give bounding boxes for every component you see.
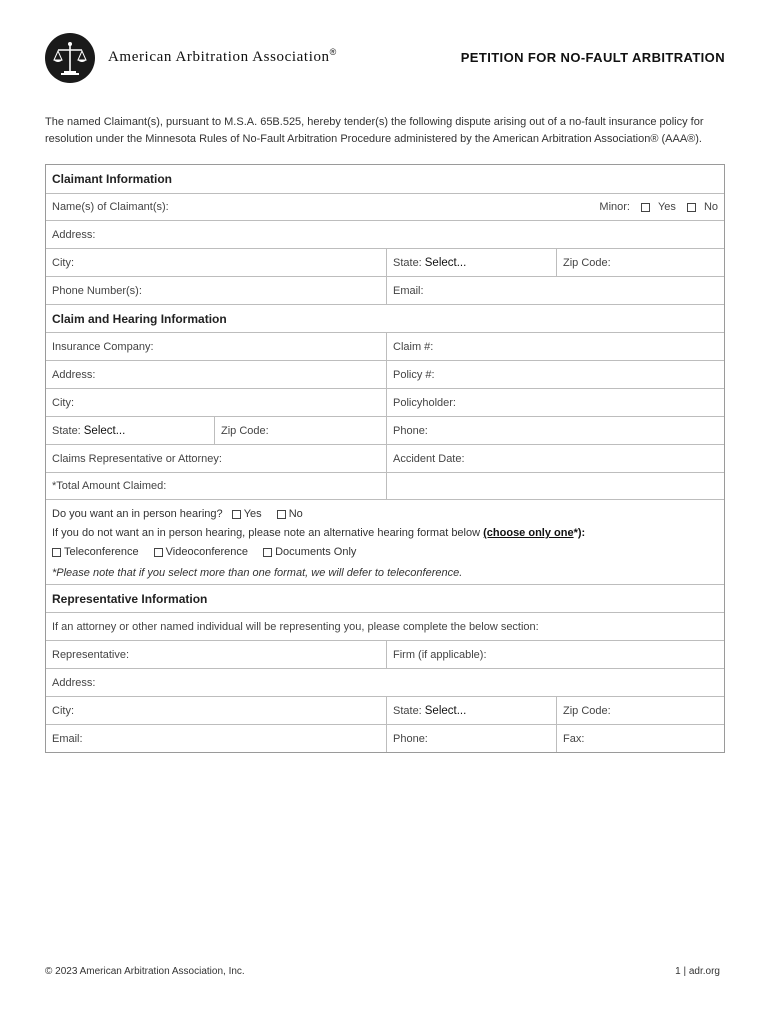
insurer-phone-field[interactable] (386, 417, 724, 444)
field-label: City: (52, 256, 74, 269)
videoconference-checkbox[interactable] (154, 548, 163, 557)
checkbox-label: Videoconference (165, 546, 249, 558)
total-amount-field[interactable] (46, 473, 386, 499)
state-select-value: Select... (424, 256, 467, 269)
field-label: Policyholder: (393, 396, 456, 409)
field-label: Insurance Company: (52, 340, 154, 353)
claimant-names-field[interactable] (46, 194, 724, 220)
field-label: Zip Code: (563, 256, 611, 269)
claims-representative-field[interactable] (46, 445, 386, 472)
insurer-zip-field[interactable] (214, 417, 386, 444)
minor-group (599, 201, 718, 213)
field-label: Policy #: (393, 368, 435, 381)
form-title: PETITION FOR NO-FAULT ARBITRATION (460, 50, 725, 65)
claimant-phone-field[interactable] (46, 277, 386, 304)
teleconference-checkbox[interactable] (52, 548, 61, 557)
field-label: Address: (52, 368, 96, 381)
in-person-question (52, 505, 718, 524)
representative-email-field[interactable] (46, 725, 386, 752)
insurer-city-field[interactable] (46, 389, 386, 416)
checkbox-label: Documents Only (275, 546, 357, 558)
field-label: Zip Code: (563, 704, 611, 717)
field-label: City: (52, 396, 74, 409)
representative-instruction: If an attorney or other named individual will be representing you, please complete the below section: (52, 620, 539, 633)
organization-name: American Arbitration Association® (108, 47, 337, 65)
checkbox-label: Yes (657, 201, 676, 213)
field-label: Zip Code: (221, 424, 269, 437)
hearing-format-block (46, 500, 724, 584)
section-heading: Representative Information (52, 591, 208, 606)
scales-of-justice-icon (45, 33, 95, 83)
field-label: State: (52, 424, 81, 437)
section-heading: Claimant Information (52, 172, 173, 186)
representative-field[interactable] (46, 641, 386, 668)
claimant-state-select[interactable] (386, 249, 556, 276)
page-number-footer: 1 | adr.org (675, 966, 720, 977)
checkbox-label: Teleconference (64, 546, 139, 558)
empty-cell (386, 473, 724, 499)
field-label: Firm (if applicable): (393, 648, 487, 661)
field-label: State: (393, 256, 422, 269)
representative-state-select[interactable] (386, 697, 556, 724)
field-label: Phone: (393, 732, 428, 745)
section-heading: Claim and Hearing Information (52, 311, 227, 326)
field-label: Phone Number(s): (52, 284, 142, 297)
field-label: Minor: (599, 201, 630, 213)
field-label: State: (393, 704, 422, 717)
representative-zip-field[interactable] (556, 697, 724, 724)
field-label: Fax: (563, 732, 585, 745)
minor-no-checkbox[interactable] (687, 203, 696, 212)
hearing-format-options (52, 543, 718, 564)
representative-address-field[interactable] (46, 669, 724, 696)
state-select-value: Select... (424, 704, 467, 717)
claimant-city-field[interactable] (46, 249, 386, 276)
checkbox-label: Yes (243, 508, 262, 520)
choose-one-end: *): (573, 527, 586, 539)
petition-form (45, 164, 725, 753)
field-label: Email: (393, 284, 424, 297)
field-label: Representative: (52, 648, 130, 661)
field-label: City: (52, 704, 74, 717)
instruction-text: If you do not want an in person hearing, please note an alternative hearing format below (52, 527, 481, 539)
claim-number-field[interactable] (386, 333, 724, 360)
claimant-zip-field[interactable] (556, 249, 724, 276)
alt-format-instruction (52, 524, 718, 543)
copyright-footer: © 2023 American Arbitration Association, Inc. (45, 966, 245, 977)
policy-number-field[interactable] (386, 361, 724, 388)
representative-city-field[interactable] (46, 697, 386, 724)
documents-only-checkbox[interactable] (263, 548, 272, 557)
checkbox-label: No (288, 508, 303, 520)
claimant-address-field[interactable] (46, 221, 724, 248)
field-label: Address: (52, 676, 96, 689)
field-label: Claims Representative or Attorney: (52, 452, 222, 465)
accident-date-field[interactable] (386, 445, 724, 472)
insurance-company-field[interactable] (46, 333, 386, 360)
firm-field[interactable] (386, 641, 724, 668)
field-label: Accident Date: (393, 452, 465, 465)
insurer-address-field[interactable] (46, 361, 386, 388)
representative-fax-field[interactable] (556, 725, 724, 752)
field-label: Phone: (393, 424, 428, 437)
state-select-value: Select... (83, 424, 126, 437)
policyholder-field[interactable] (386, 389, 724, 416)
intro-paragraph: The named Claimant(s), pursuant to M.S.A. 65B.525, hereby tender(s) the following dispute arising out of a no-fault insurance policy for resolution under the Minnesota Rules of No-Fault Arbitration Procedure administered by the American Arbitration Association® (AAA®). (45, 116, 704, 145)
aaa-logo (45, 33, 95, 83)
representative-phone-field[interactable] (386, 725, 556, 752)
teleconference-note: *Please note that if you select more than one format, we will defer to teleconference. (52, 567, 463, 579)
minor-yes-checkbox[interactable] (641, 203, 650, 212)
question-text: Do you want an in person hearing? (52, 508, 223, 520)
insurer-state-select[interactable] (46, 417, 214, 444)
choose-one-text: (choose only one (483, 527, 574, 539)
field-label: *Total Amount Claimed: (52, 480, 167, 492)
claimant-email-field[interactable] (386, 277, 724, 304)
field-label: Claim #: (393, 340, 434, 353)
claimant-section-header (46, 165, 724, 193)
field-label: Name(s) of Claimant(s): (52, 201, 169, 213)
checkbox-label: No (703, 201, 718, 213)
field-label: Address: (52, 228, 96, 241)
field-label: Email: (52, 732, 83, 745)
in-person-no-checkbox[interactable] (277, 510, 286, 519)
in-person-yes-checkbox[interactable] (232, 510, 241, 519)
